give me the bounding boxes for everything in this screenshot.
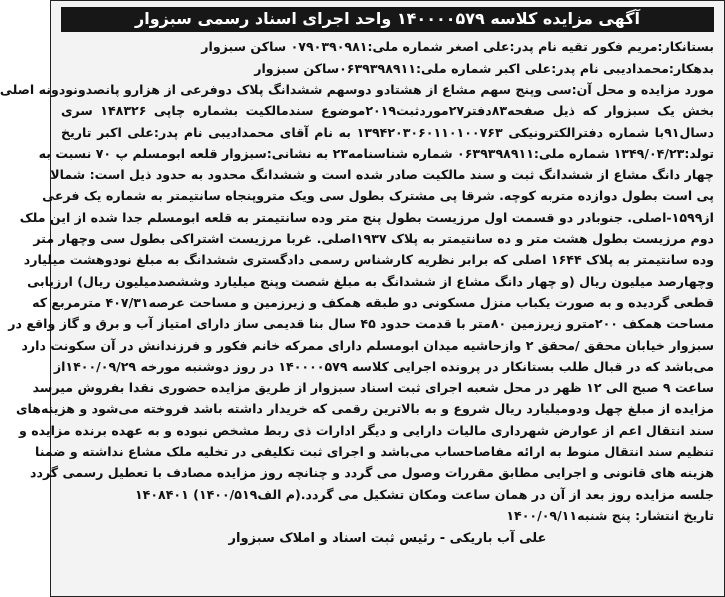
body-line: تنظیم سند انتقال منوط به ارائه مفاصاحساب می‌باشد و اجرای ثبت تکلیفی در تخلیه ملک مشاع نداشته و ضمنا [35, 444, 714, 460]
body-line: جلسه مزایده روز بعد از آن در همان ساعت ومکان تشکیل می گردد.(م الف۱۴۰۰/۵۱۹) ۱۴۰۸۴۰۱ [134, 486, 714, 502]
body-line: می‌باشد که در قبال طلب بستانکار در پرونده اجرایی کلاسه ۱۴۰۰۰۰۵۷۹ در روز دوشنبه مورخه ۱۴۰۰/۰۹/۲۹از [53, 358, 714, 374]
body-line: مورد مزایده و محل آن:سی وپنج سهم مشاع از هشتادو دوسهم ششدانگ پلاک دوفرعی از هزارو پانصدونودونه اصلی [0, 82, 714, 97]
body-line: دوم مرزیست بطول هشت متر و ده سانتیمتر به پلاک ۱۹۳۷اصلی. غربا مرزیست اشتراکی بطول سی وچهار متر [33, 231, 714, 247]
body-line: دسال۹۱با شماره دفترالکترونیکی ۱۳۹۴۲۰۳۰۶۰۱۱۰۱۰۰۷۶۳ به نام آقای محمدادیبی نام پدر:علی اکبر تاریخ [61, 124, 714, 140]
body-line: سند انتقال اعم از عوارض شهرداری مالیات دارایی و دیگر ادارات ذی ربط مشخص نبوده و به عهده برنده مزایده و [19, 422, 714, 438]
body-line: مزایده از مبلغ چهل ودومیلیارد ریال شروع و به بالاترین رقمی که خریدار داشته باشد فروخته می‌شود و هزینه‌های [15, 401, 714, 417]
body-line: مساحت همکف ۲۰۰مترو زیرزمین ۸۰متر با قدمت حدود ۴۵ سال بنا قدیمی ساز دارای امتیاز آب و برق و گاز واقع در [8, 316, 714, 332]
body-line: قطعی گردیده و به صورت یکباب منزل مسکونی دو طبقه همکف و زیرزمین و مساحت عرصه۴۰۷/۳۱ مترمربع که [32, 294, 714, 310]
signature: علی آب باریکی - رئیس ثبت اسناد و املاک سبزوار [228, 530, 547, 546]
body-line: بخش یک سبزوار که ذیل صفحه۸۳دفتر۲۷موردثبت۲۰۱۹موضوع سندمالکیت بشماره چاپی ۱۴۸۳۲۶ سری [61, 103, 714, 119]
body-line: از۱۵۹۹-اصلی. جنوبادر دو قسمت اول مرزیست بطول پنج متر وده سانتیمتر به قلعه ابومسلم جدا شده از این ملک [19, 209, 714, 225]
body-line: پی است بطول دوازده متربه کوچه. شرقا پی مشترک بطول سی ویک متروپنجاه سانتیمتر به شماره یک فرعی [42, 188, 714, 204]
body-line: وچهارصد میلیون ریال (و چهار دانگ مشاع از ششدانگ به مبلغ شصت وپنج میلیارد وششصدمیلیون ریال) ارزیابی [27, 273, 714, 289]
body-line: ساعت ۹ صبح الی ۱۲ ظهر در محل شعبه اجرای ثبت اسناد سبزوار از طریق مزایده حضوری نقدا بفروش میرسد [32, 380, 714, 396]
parties-block [61, 36, 714, 79]
debtor-line: بدهکار:محمدادیبی نام پدر:علی اکبر شماره ملی:۰۶۳۹۳۹۸۹۱۱ساکن سبزوار [254, 60, 714, 76]
notice-title [61, 7, 714, 32]
body-line: چهار دانگ مشاع از ششدانگ ثبت و سند مالکیت صادر شده است و ششدانگ محدود به حدود ذیل است: شمالا [50, 167, 714, 183]
body-line: وده سانتیمتر به پلاک ۱۶۴۴ اصلی که برابر نظریه کارشناس رسمی دادگستری ششدانگ به مبلغ نودوهشت میلیارد [23, 252, 714, 268]
body-line: تولد:۱۳۴۹/۰۴/۲۳ شماره ملی:۰۶۳۹۳۹۸۹۱۱ شماره شناسنامه۲۳ به نشانی:سبزوار قلعه ابومسلم پ ۷۰ نسبت به [38, 145, 714, 161]
notice-title-text: آگهی مزایده کلاسه ۱۴۰۰۰۰۵۷۹ واحد اجرای اسناد رسمی سبزوار [135, 9, 640, 28]
publication-date: تاریخ انتشار: پنج شنبه۱۴۰۰/۰۹/۱۱ [506, 507, 714, 523]
body-line: هزینه های قانونی و اجرایی مطابق مقررات وصول می گردد و چنانچه روز مزایده مصادف با تعطیل رسمی گردد [30, 465, 714, 481]
creditor-line: بستانکار:مریم فکور تقیه نام پدر:علی اصغر شماره ملی:۰۷۹۰۳۹۰۹۸۱ ساکن سبزوار [201, 39, 714, 54]
body-line: سبزوار خیابان محقق /محقق ۲ وازحاشیه میدان ابومسلم دارای ممرکه خانم فکور و فرزندانش در آن سکونت دارد [21, 337, 714, 353]
notice-body [0, 79, 714, 505]
